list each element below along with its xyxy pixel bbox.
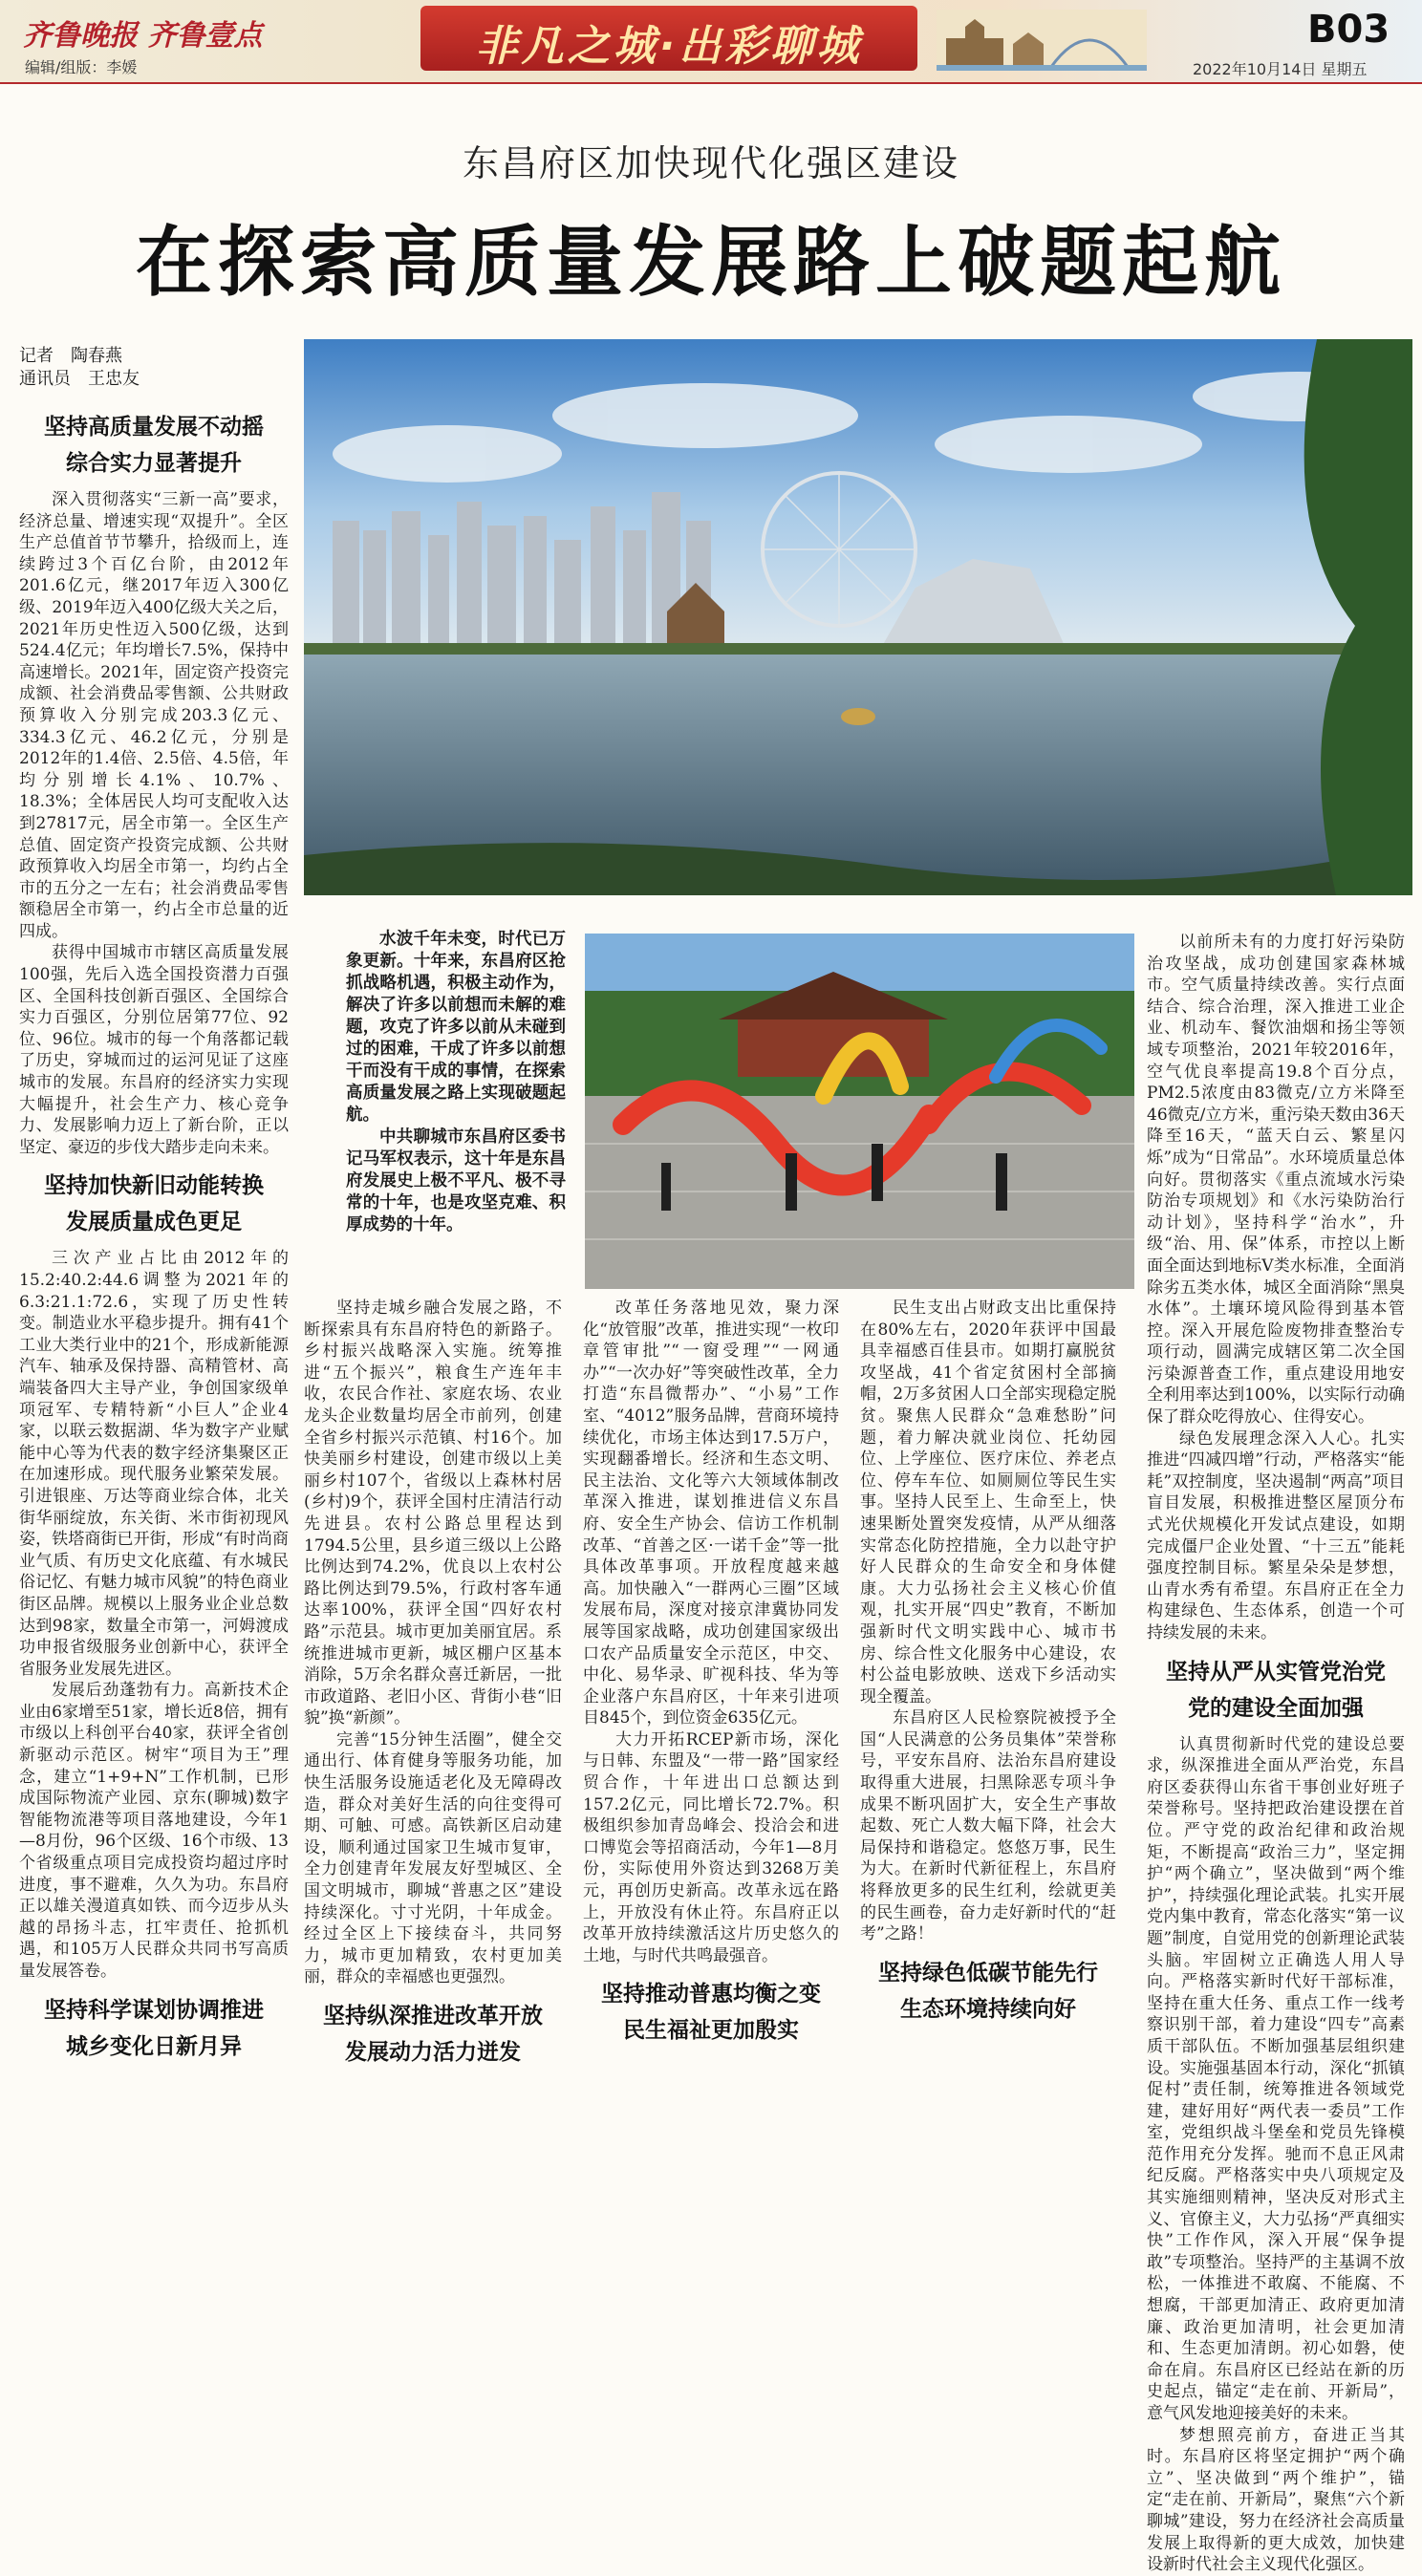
article-intro: [346, 929, 566, 1236]
section-body: 三次产业占比由2012年的15.2:40.2:44.6调整为2021年的6.3:21.1:72.6，实现了历史性转变。制造业水平稳步提升。拥有41个工业大类行业中的21个，形成新能源汽车、轴承及保持器、高精管材、高端装备四大主导产业，争创国家级单项冠军、专精特新“小巨人”企业4家，以联云数据湖、华为数字产业赋能中心等为代表的数字经济集聚区正在加速形成。现代服务业繁荣发展。引进银座、万达等商业综合体，北关街华丽绽放，东关街、米市街初现风姿，铁塔商街已开街，形成“有时尚商业气质、有历史文化底蕴、有水城民俗记忆、有魅力城市风貌”的特色商业街区品牌。规模以上服务业企业总数达到98家，数量全市第一，河姆渡成功申报省级服务业创新中心，获评全省服务业发展先进区。 发展后劲蓬勃有力。高新技术企业由6家增至51家，增长近8倍，拥有市级以上科创平台40家，获评全省创新驱动示范区。树牢“项目为王”理念，建立“1+9+N”工作机制，已形成国际物流产业园、京东(聊城)数字智能物流港等项目落地建设，今年1—8月份，96个区级、16个市级、13个省级重点项目完成投资均超过序时进度，事不避难，久久为功。东昌府正以雄关漫道真如铁、而今迈步从头越的昂扬斗志，扛牢责任、抢抓机遇，和105万人民群众共同书写高质量发展答卷。: [19, 1249, 289, 1981]
section-body: 深入贯彻落实“三新一高”要求，经济总量、增速实现“双提升”。全区生产总值首节节攀升，拾级而上，连续跨过3个百亿台阶，由2012年201.6亿元，继2017年迈入300亿级、2019年迈入400亿级大关之后，2021年历史性迈入500亿级，达到524.4亿元；年均增长7.5%，保持中高速增长。2021年，固定资产投资完成额、社会消费品零售额、公共财政预算收入分别完成203.3亿元、334.3亿元、46.2亿元，分别是2012年的1.4倍、2.5倍、4.5倍，年均分别增长4.1%、10.7%、18.3%；全体居民人均可支配收入达到27817元，居全市第一。全区生产总值、固定资产投资完成额、公共财政预算收入均居全市第一，均约占全市的五分之一左右；社会消费品零售额稳居全市第一，约占全市总量的近四成。 获得中国城市市辖区高质量发展100强，先后入选全国投资潜力百强区、全国科技创新百强区、全国综合实力百强区，分别位居第77位、92位、96位。城市的每一个角落都记载了历史，穿城而过的运河见证了这座城市的发展。东昌府的经济实力实现大幅提升，社会生产力、核心竞争力、发展影响力迈上了新台阶，正以坚定、豪迈的步伐大踏步走向未来。: [19, 490, 289, 1157]
column-3: [583, 1298, 839, 2049]
column-2: [304, 1298, 562, 2071]
newspaper-logo: 齐鲁晚报 齐鲁壹点: [23, 19, 263, 53]
column-5: [1147, 932, 1405, 2576]
section-heading: 坚持加快新旧动能转换 发展质量成色更足: [44, 1173, 264, 1235]
city-skyline-icon: [937, 10, 1147, 71]
lake-skyline-photo: [304, 339, 1412, 895]
intro-paragraph: 水波千年未变，时代已万象更新。十年来，东昌府区抢抓战略机遇，积极主动作为，解决了许多以前想而未解的难题，攻克了许多以前从未碰到过的困难，干成了许多以前想干而没有干成的事情，在探索高质量发展之路上实现破题起航。: [346, 930, 566, 1125]
section-heading: 坚持科学谋划协调推进 城乡变化日新月异: [44, 1997, 264, 2059]
section-heading: 坚持高质量发展不动摇 综合实力显著提升: [44, 415, 264, 476]
section-body: 改革任务落地见效，聚力深化“放管服”改革，推进实现“一枚印章管审批”“一窗受理”“一网通办”“一次办好”等突破性改革，全力打造“东昌微帮办”、“小易”工作室、“4012”服务品牌，营商环境持续优化，市场主体达到17.5万户，实现翻番增长。经济和生态文明、民主法治、文化等六大领域体制改革深入推进，谋划推进信义东昌府、安全生产协会、信访工作机制改革、“首善之区·一诺千金”等一批具体改革事项。开放程度越来越高。加快融入“一群两心三圈”区域发展布局，深度对接京津冀协同发展等国家战略，成功创建国家级出口农产品质量安全示范区，中交、中化、易华录、旷视科技、华为等企业落户东昌府区，十年来引进项目845个，到位资金635亿元。 大力开拓RCEP新市场，深化与日韩、东盟及“一带一路”国家经贸合作，十年进出口总额达到157.2亿元，同比增长72.7%。积极组织参加青岛峰会、投洽会和进口博览会等招商活动，今年1—8月份，实际使用外资达到3268万美元，再创历史新高。改革永远在路上，开放没有休止符。东昌府正以改革开放持续激活这片历史悠久的土地，与时代共鸣最强音。: [583, 1299, 839, 1965]
page-number: B03: [1307, 8, 1390, 52]
column-1: [19, 409, 289, 2065]
article-title: 在探索高质量发展路上破题起航: [136, 217, 1286, 307]
editor-line: 编辑/组版：李媛: [25, 58, 138, 76]
dragon-dance-photo: [585, 934, 1134, 1289]
article-subtitle: 东昌府区加快现代化强区建设: [462, 142, 959, 184]
intro-paragraph: 中共聊城市东昌府区委书记马军权表示，这十年是东昌府发展史上极不平凡、极不寻常的十年，也是攻坚克难、积厚成势的十年。: [346, 1127, 566, 1234]
section-heading: 坚持推动普惠均衡之变 民生福祉更加殷实: [601, 1982, 821, 2044]
column-4: [860, 1298, 1116, 2028]
section-body: 以前所未有的力度打好污染防治攻坚战，成功创建国家森林城市。空气质量持续改善。实行点面结合、综合治理，深入推进工业企业、机动车、餐饮油烟和扬尘等领域专项整治，2021年较2016年，空气优良率提高19.8个百分点，PM2.5浓度由83微克/立方米降至46微克/立方米，重污染天数由36天降至16天，“蓝天白云、繁星闪烁”成为“日常品”。水环境质量总体向好。贯彻落实《重点流域水污染防治专项规划》和《水污染防治行动计划》，坚持科学“治水”，升级“治、用、保”体系，市控以上断面全面达到地标Ⅴ类水标准，全面消除劣五类水体，城区全面消除“黑臭水体”。土壤环境风险得到基本管控。深入开展危险废物排查整治专项行动，圆满完成辖区第二次全国污染源普查工作，重点建设用地安全利用率达到100%，以实际行动确保了群众吃得放心、住得安心。 绿色发展理念深入人心。扎实推进“四减四增”行动，严格落实“能耗”双控制度，坚决遏制“两高”项目盲目发展，积极推进整区屋顶分布式光伏规模化开发试点建设，如期完成僵尸企业处置、“十三五”能耗强度控制目标。繁星朵朵是梦想，山青水秀有希望。东昌府正在全力构建绿色、生态体系，创造一个可持续发展的未来。: [1147, 933, 1405, 1642]
byline-correspondent: 通讯员 王忠友: [19, 369, 140, 389]
section-banner-title: 非凡之城·出彩聊城: [475, 22, 863, 71]
section-heading: 坚持绿色低碳节能先行 生态环境持续向好: [878, 1960, 1098, 2022]
section-body: 坚持走城乡融合发展之路，不断探索具有东昌府特色的新路子。乡村振兴战略深入实施。统筹推进“五个振兴”，粮食生产连年丰收，农民合作社、家庭农场、农业龙头企业数量均居全市前列，创建全省乡村振兴示范镇、村16个。加快美丽乡村建设，创建市级以上美丽乡村107个，省级以上森林村居(乡村)9个，获评全国村庄清洁行动先进县。农村公路总里程达到1794.5公里，县乡道三级以上公路比例达到74.2%，优良以上农村公路比例达到79.5%，行政村客车通达率100%，获评全国“四好农村路”示范县。城市更加美丽宜居。系统推进城市更新，城区棚户区基本消除，5万余名群众喜迁新居，一批市政道路、老旧小区、背街小巷“旧貌”换“新颜”。 完善“15分钟生活圈”，健全交通出行、体育健身等服务功能，加快生活服务设施适老化及无障碍改造，群众对美好生活的向往变得可期、可触、可感。高铁新区启动建设，顺利通过国家卫生城市复审，全力创建青年发展友好型城区、全国文明城市，聊城“普惠之区”建设持续深化。寸寸光阴，十年成金。经过全区上下接续奋斗，共同努力，城市更加精致，农村更加美丽，群众的幸福感也更强烈。: [304, 1299, 562, 1987]
section-body: 民生支出占财政支出比重保持在80%左右，2020年获评中国最具幸福感百佳县市。如期打赢脱贫攻坚战，41个省定贫困村全部摘帽，2万多贫困人口全部实现稳定脱贫。聚焦人民群众“急难愁盼”问题，着力解决就业岗位、托幼园位、上学座位、医疗床位、养老点位、停车车位、如厕厕位等民生实事。坚持人民至上、生命至上，快速果断处置突发疫情，从严从细落实常态化防控措施，全力以赴守护好人民群众的生命安全和身体健康。大力弘扬社会主义核心价值观，扎实开展“四史”教育，不断加强新时代文明实践中心、城市书房、综合性文化服务中心建设，农村公益电影放映、送戏下乡活动实现全覆盖。 东昌府区人民检察院被授予全国“人民满意的公务员集体”荣誉称号，平安东昌府、法治东昌府建设取得重大进展，扫黑除恶专项斗争成果不断巩固扩大，安全生产事故起数、死亡人数大幅下降，社会大局保持和谐稳定。悠悠万事，民生为大。在新时代新征程上，东昌府将释放更多的民生红利，绘就更美的民生画卷，奋力走好新时代的“赶考”之路！: [860, 1299, 1116, 1944]
section-heading: 坚持纵深推进改革开放 发展动力活力迸发: [323, 2004, 543, 2065]
section-heading: 坚持从严从实管党治党 党的建设全面加强: [1166, 1659, 1386, 1721]
section-body: 认真贯彻新时代党的建设总要求，纵深推进全面从严治党，东昌府区委获得山东省干事创业好班子荣誉称号。坚持把政治建设摆在首位。严守党的政治纪律和政治规矩，不断提高“政治三力”，坚定拥护“两个确立”，坚决做到“两个维护”，持续强化理论武装。扎实开展党内集中教育，常态化落实“第一议题”制度，自觉用党的创新理论武装头脑。牢固树立正确选人用人导向。严格落实新时代好干部标准，坚持在重大任务、重点工作一线考察识别干部，着力建设“四专”高素质干部队伍。不断加强基层组织建设。实施强基固本行动，深化“抓镇促村”责任制，统筹推进各领域党建，建好用好“两代表一委员”工作室，党组织战斗堡垒和党员先锋模范作用充分发挥。驰而不息正风肃纪反腐。严格落实中央八项规定及其实施细则精神，坚决反对形式主义、官僚主义，大力弘扬“严真细实快”工作作风，深入开展“保争提敢”专项整治。坚持严的主基调不放松，一体推进不敢腐、不能腐、不想腐，干部更加清正、政府更加清廉、政治更加清明，社会更加清和、生态更加清朗。初心如磐，使命在肩。东昌府区已经站在新的历史起点，锚定“走在前、开新局”，意气风发地迎接美好的未来。 梦想照亮前方，奋进正当其时。东昌府区将坚定拥护“两个确立”、坚决做到“两个维护”，锚定“走在前、开新局”，聚焦“六个新聊城”建设，努力在经济社会高质量发展上取得新的更大成效，加快建设新时代社会主义现代化强区。: [1147, 1734, 1405, 2575]
issue-date: 2022年10月14日 星期五: [1193, 60, 1368, 78]
byline-reporter: 记者 陶春燕: [19, 346, 122, 366]
